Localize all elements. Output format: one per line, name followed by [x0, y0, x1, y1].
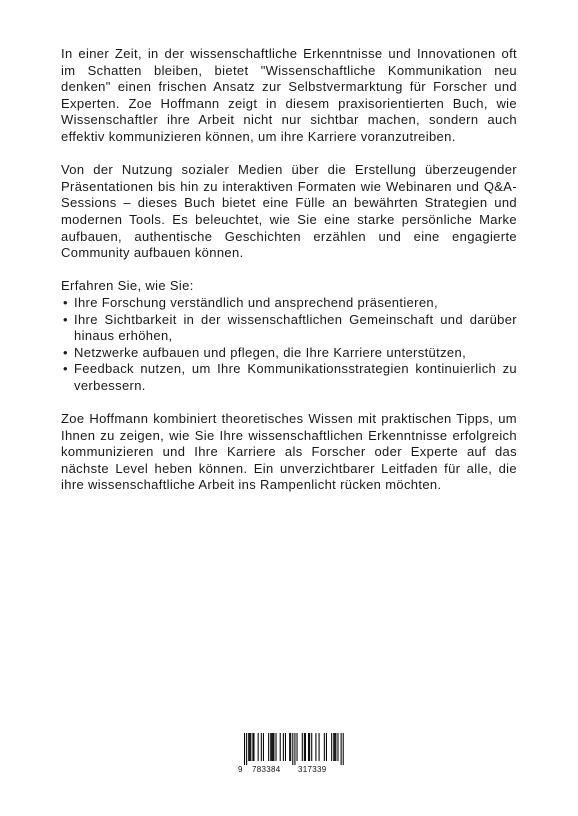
- barcode-bar: [280, 733, 281, 761]
- barcode-digits: [237, 765, 347, 777]
- barcode-bar: [315, 733, 316, 761]
- barcode-bar: [331, 733, 332, 761]
- barcode-bar: [285, 733, 286, 761]
- barcode-bar: [294, 733, 295, 765]
- paragraph-spacer: [61, 394, 517, 411]
- barcode-bars: [237, 733, 347, 765]
- barcode-bar: [248, 733, 249, 761]
- barcode-bar: [258, 733, 259, 761]
- barcode-left-digits: 783384: [252, 765, 281, 774]
- paragraph-spacer: [61, 262, 517, 279]
- barcode-lead-digit: 9: [238, 765, 243, 774]
- barcode-bar: [244, 733, 245, 765]
- barcode-bar: [335, 733, 336, 761]
- barcode-right-digits: 317339: [298, 765, 327, 774]
- barcode-bar: [302, 733, 303, 761]
- paragraph-spacer: [61, 146, 517, 163]
- barcode-bar: [273, 733, 274, 761]
- barcode-bar: [250, 733, 251, 761]
- barcode-bar: [304, 733, 305, 761]
- barcode-bar: [261, 733, 262, 761]
- features-paragraph: Von der Nutzung sozialer Medien über die Erstellung überzeugender Präsentationen bis hin zu interaktiven Formaten wie Webinaren und Q&A-Sessions – dieses Buch bietet eine Fülle an bewährten Strategien und modernen Tools. Es beleuchtet, wie Sie eine starke persönliche Marke aufbauen, authentische Geschichten erzählen und eine engagierte Community aufbauen können.: [61, 162, 517, 261]
- barcode-bar: [308, 733, 309, 761]
- barcode-bar: [290, 733, 291, 761]
- barcode-bar: [268, 733, 269, 761]
- barcode-bar: [272, 733, 273, 761]
- barcode-bar: [333, 733, 334, 761]
- list-item: • Ihre Forschung verständlich und ansprechend präsentieren,: [61, 295, 517, 312]
- barcode-bar: [252, 733, 253, 761]
- barcode-bar: [309, 733, 310, 761]
- barcode-bar: [337, 733, 338, 761]
- barcode-bar: [253, 733, 254, 761]
- barcode-bar: [270, 733, 271, 761]
- list-intro: Erfahren Sie, wie Sie:: [61, 278, 194, 294]
- benefit-list: [61, 295, 517, 395]
- barcode-bar: [341, 733, 342, 765]
- barcode-bar: [297, 733, 298, 761]
- barcode-bar: [305, 733, 306, 761]
- list-item: • Netzwerke aufbauen und pflegen, die Ihre Karriere unterstützen,: [61, 345, 517, 362]
- barcode-bar: [334, 733, 335, 761]
- closing-paragraph: Zoe Hoffmann kombiniert theoretisches Wissen mit praktischen Tipps, um Ihnen zu zeigen, wie Sie Ihre wissenschaftlichen Erkenntnisse erfolgreich kommunizieren und Ihre Karriere als Forscher oder Experte auf das nächste Level heben können. Ein unverzichtbarer Leitfaden für alle, die ihre wissenschaftliche Arbeit ins Rampenlicht rücken möchten.: [61, 411, 517, 493]
- isbn-barcode: [237, 733, 347, 777]
- barcode-bar: [289, 733, 290, 761]
- barcode-bar: [283, 733, 284, 761]
- intro-paragraph: In einer Zeit, in der wissenschaftliche Erkenntnisse und Innovationen oft im Schatten bleiben, bietet "Wissenschaftliche Kommunikation neu denken" einen frischen Ansatz zur Selbstvermarktung für Forscher und Experten. Zoe Hoffmann zeigt in diesem praxisorientierten Buch, wie Wissenschaftler ihre Arbeit nicht nur sichtbar machen, sondern auch effektiv kommunizieren können, um ihre Karriere voranzutreiben.: [61, 46, 517, 144]
- barcode-bar: [271, 733, 272, 761]
- back-cover-blurb: [61, 46, 517, 494]
- barcode-bar: [263, 733, 264, 761]
- barcode-bar: [319, 733, 320, 761]
- barcode-bar: [324, 733, 325, 761]
- barcode-bar: [343, 733, 344, 765]
- barcode-bar: [292, 733, 293, 765]
- list-item: • Feedback nutzen, um Ihre Kommunikationsstrategien kontinuierlich zu verbessern.: [61, 361, 517, 394]
- barcode-bar: [246, 733, 247, 765]
- barcode-bar: [326, 733, 327, 761]
- barcode-bar: [249, 733, 250, 761]
- barcode-bar: [276, 733, 277, 761]
- list-item: • Ihre Sichtbarkeit in der wissenschaftlichen Gemeinschaft und darüber hinaus erhöhen,: [61, 312, 517, 345]
- barcode-bar: [311, 733, 312, 761]
